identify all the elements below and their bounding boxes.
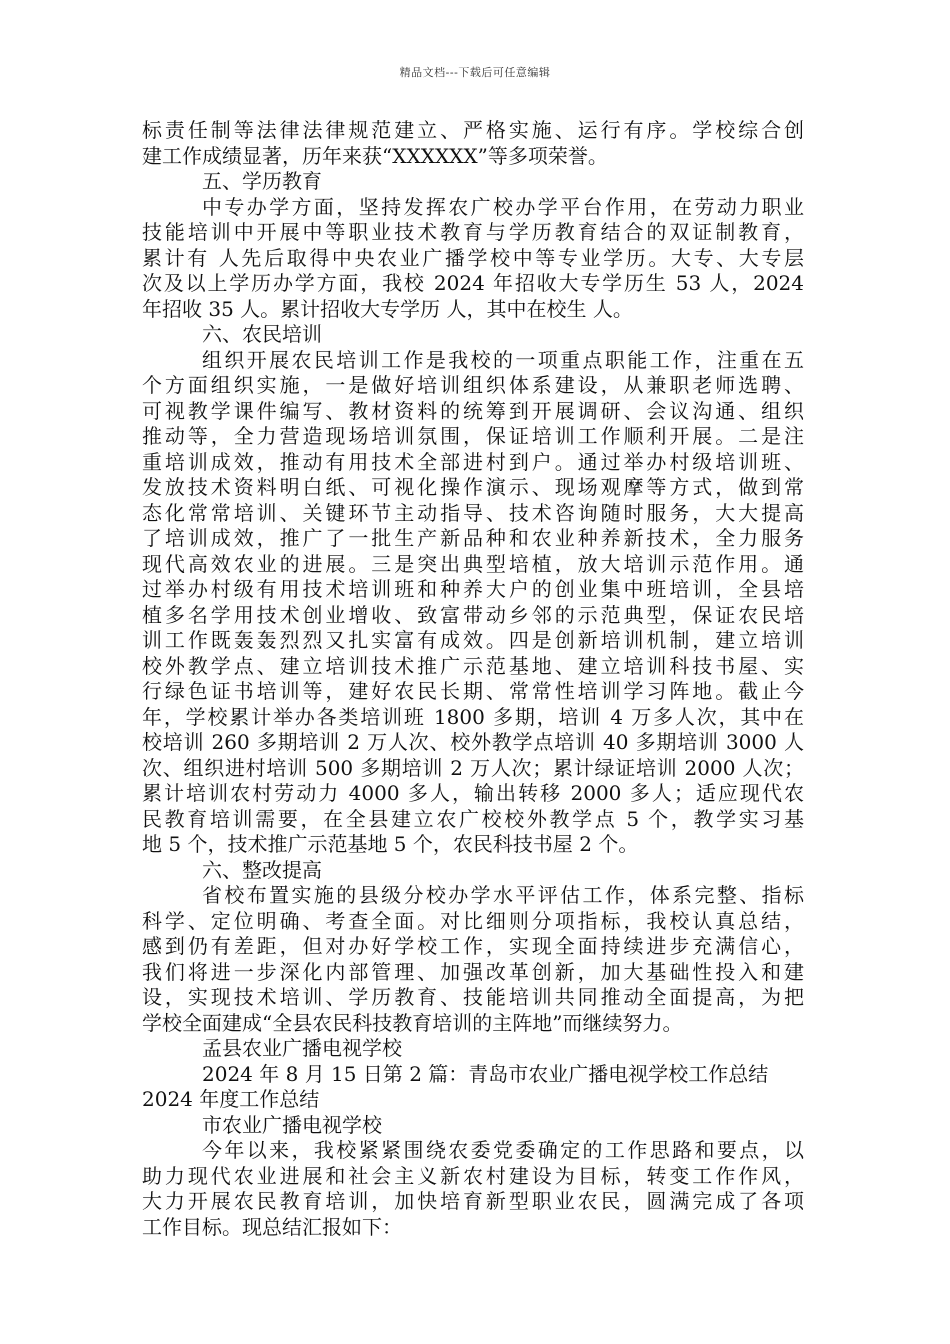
text-line: 2024 年 8 月 15 日第 2 篇：青岛市农业广播电视学校工作总结 [202, 1061, 769, 1086]
text-line: 次及以上学历办学方面，我校 2024 年招收大专学历生 53 人，2024 [142, 271, 804, 295]
text-line: 建工作成绩显著，历年来获“XXXXXX”等多项荣誉。 [142, 143, 608, 168]
text-line: 重培训成效，推动有用技术全部进村到户。通过举办村级培训班、 [142, 449, 804, 474]
text-line: 感到仍有差距，但对办好学校工作，实现全面持续进步充满信心， [142, 934, 804, 958]
text-line: 技能培训中开展中等职业技术教育与学历教育结合的双证制教育， [142, 220, 804, 244]
text-line: 累计有 人先后取得中央农业广播学校中等专业学历。大专、大专层 [142, 245, 804, 270]
text-line: 孟县农业广播电视学校 [202, 1036, 402, 1060]
text-line: 科学、定位明确、考查全面。对比细则分项指标，我校认真总结， [142, 908, 804, 933]
text-line: 六、整改提高 [202, 857, 322, 882]
text-line: 民教育培训需要，在全县建立农广校校外教学点 5 个，教学实习基 [142, 806, 804, 831]
text-line: 个方面组织实施，一是做好培训组织体系建设，从兼职老师选聘、 [142, 373, 804, 397]
text-line: 训工作既轰轰烈烈又扎实富有成效。四是创新培训机制，建立培训 [142, 628, 804, 652]
text-line: 地 5 个，技术推广示范基地 5 个，农民科技书屋 2 个。 [142, 832, 639, 856]
text-line: 推动等，全力营造现场培训氛围，保证培训工作顺利开展。二是注 [142, 424, 804, 448]
text-line: 可视教学课件编写、教材资料的统筹到开展调研、会议沟通、组织 [142, 398, 804, 423]
text-line: 过举办村级有用技术培训班和种养大户的创业集中班培训，全县培 [142, 577, 804, 601]
document-body [142, 118, 804, 1240]
text-line: 市农业广播电视学校 [202, 1112, 382, 1137]
text-line: 现代高效农业的进展。三是突出典型培植，放大培训示范作用。通 [142, 551, 804, 576]
text-line: 发放技术资料明白纸、可视化操作演示、现场观摩等方式，做到常 [142, 475, 804, 499]
text-line: 五、学历教育 [202, 169, 322, 193]
text-line: 学校全面建成“全县农民科技教育培训的主阵地”而继续努力。 [142, 1010, 683, 1035]
text-line: 次、组织进村培训 500 多期培训 2 万人次；累计绿证培训 2000 人次； [142, 755, 804, 780]
text-line: 标责任制等法律法律规范建立、严格实施、运行有序。学校综合创 [142, 118, 804, 142]
text-line: 累计培训农村劳动力 4000 多人，输出转移 2000 多人；适应现代农 [142, 781, 804, 805]
text-line: 省校布置实施的县级分校办学水平评估工作，体系完整、指标 [202, 883, 804, 907]
text-line: 年，学校累计举办各类培训班 1800 多期，培训 4 万多人次，其中在 [142, 704, 804, 729]
text-line: 2024 年度工作总结 [142, 1087, 320, 1111]
text-line: 大力开展农民教育培训，加快培育新型职业农民，圆满完成了各项 [142, 1189, 804, 1213]
text-line: 了培训成效，推广了一批生产新品种和农业种养新技术，全力服务 [142, 526, 804, 550]
text-line: 植多名学用技术创业增收、致富带动乡邻的示范典型，保证农民培 [142, 602, 804, 627]
text-line: 六、农民培训 [202, 322, 322, 346]
text-line: 助力现代农业进展和社会主义新农村建设为目标，转变工作作风， [142, 1163, 804, 1188]
text-line: 组织开展农民培训工作是我校的一项重点职能工作，注重在五 [202, 347, 804, 372]
text-line: 中专办学方面，坚持发挥农广校办学平台作用，在劳动力职业 [202, 194, 804, 219]
text-line: 行绿色证书培训等，建好农民长期、常常性培训学习阵地。截止今 [142, 679, 804, 703]
text-line: 今年以来，我校紧紧围绕农委党委确定的工作思路和要点，以 [202, 1138, 804, 1162]
text-line: 设，实现技术培训、学历教育、技能培训共同推动全面提高，为把 [142, 985, 804, 1009]
text-line: 态化常常培训、关键环节主动指导、技术咨询随时服务，大大提高 [142, 500, 804, 525]
text-line: 校外教学点、建立培训技术推广示范基地、建立培训科技书屋、实 [142, 653, 804, 678]
text-line: 工作目标。现总结汇报如下： [142, 1214, 402, 1239]
page-header: 精品文档---下载后可任意编辑 [399, 66, 551, 79]
text-line: 我们将进一步深化内部管理、加强改革创新，加大基础性投入和建 [142, 959, 804, 984]
text-line: 年招收 35 人。累计招收大专学历 人，其中在校生 人。 [142, 296, 633, 321]
text-line: 校培训 260 多期培训 2 万人次、校外教学点培训 40 多期培训 3000 人 [142, 730, 804, 754]
